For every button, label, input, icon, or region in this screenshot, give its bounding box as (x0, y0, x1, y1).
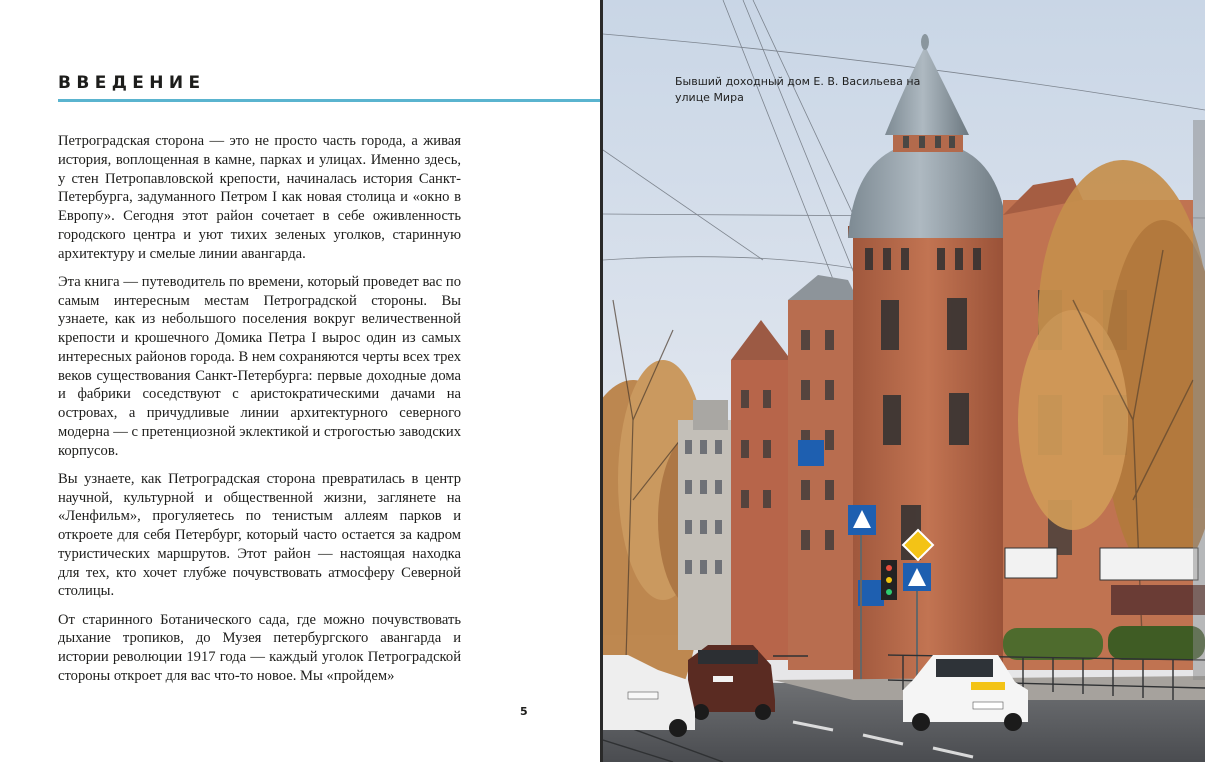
heading-rule (58, 99, 601, 102)
paragraph: Вы узнаете, как Петроградская сторона превратилась в центр научной, культурной и общественной жизни, заглянете на «Ленфильм», прогуляетесь по тенистым аллеям парков и откроете для себя Петербург, который часто остается за кадром туристических маршрутов. Этот район — настоящая находка для тех, кто хочет глубже почувствовать атмосферу Северной столицы. (58, 470, 461, 600)
street-photo (603, 0, 1205, 762)
page-number: 5 (520, 705, 528, 718)
paragraph: От старинного Ботанического сада, где можно почувствовать дыхание тропиков, до Музея петербургского авангарда и истории революции 1917 года — каждый уголок Петроградской стороны откроет для вас что-то новое. Мы «пройдем» (58, 611, 461, 684)
paragraph: Петроградская сторона — это не просто часть города, а живая история, воплощенная в камне, парках и улицах. Именно здесь, у стен Петропавловской крепости, начиналась история Санкт-Петербурга, задуманного Петром I как новая столица и «окно в Европу». Сегодня этот район сочетает в себе оживленность городского центра и уют тихих зеленых уголков, старинную архитектуру и смелые линии авангарда. (58, 133, 461, 262)
left-page (0, 0, 601, 762)
photo-caption: Бывший доходный дом Е. В. Васильева на улице Мира (675, 75, 921, 104)
right-page (603, 0, 1205, 762)
paragraph: Эта книга — путеводитель по времени, который проведет вас по самым интересным местам Петроградской стороны. Вы узнаете, как из небольшого поселения вокруг величественной крепости и крошечного Домика Петра I вырос один из самых интересных районов города. В нем сохраняются черты всех трех веков существования Санкт-Петербурга: первые доходные дома и фабрики соседствуют с аристократическими дачами на островах, а причудливые линии архитектурного северного модерна — с претенциозной эклектикой и строгостью заводских корпусов. (58, 273, 462, 459)
section-heading: ВВЕДЕНИЕ (58, 73, 206, 93)
body-text (58, 132, 461, 686)
